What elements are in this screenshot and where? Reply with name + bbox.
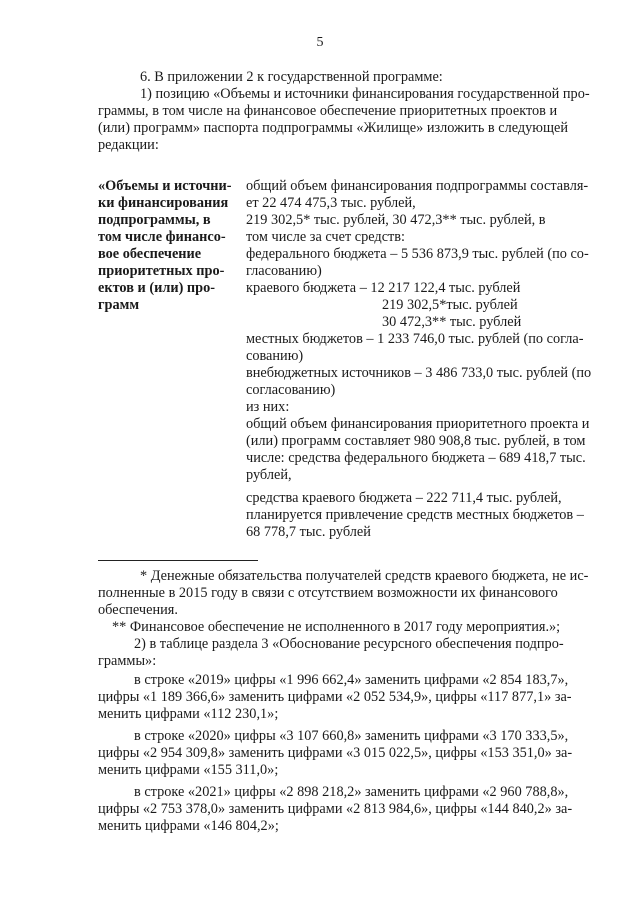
footnote-separator bbox=[98, 560, 258, 561]
section-line: менить цифрами «146 804,2»; bbox=[98, 818, 279, 834]
footnote-line: полненные в 2015 году в связи с отсутствием возможности их финансового bbox=[98, 585, 558, 601]
content-line: гласованию) bbox=[246, 263, 322, 279]
content-line: ет 22 474 475,3 тыс. рублей, bbox=[246, 195, 416, 211]
content-line: краевого бюджета – 12 217 122,4 тыс. рублей bbox=[246, 280, 521, 296]
intro-line: (или) программ» паспорта подпрограммы «Жилище» изложить в следующей bbox=[98, 120, 568, 136]
section-line: в строке «2019» цифры «1 996 662,4» заменить цифрами «2 854 183,7», bbox=[134, 672, 569, 688]
position-label-line: ектов и (или) про- bbox=[98, 280, 216, 296]
content-line: 68 778,7 тыс. рублей bbox=[246, 524, 371, 540]
section-line: в строке «2021» цифры «2 898 218,2» заменить цифрами «2 960 788,8», bbox=[134, 784, 569, 800]
section-line: цифры «1 189 366,6» заменить цифрами «2 052 534,9», цифры «117 877,1» за- bbox=[98, 689, 572, 705]
section-line: граммы»: bbox=[98, 653, 157, 669]
intro-line: редакции: bbox=[98, 137, 159, 153]
content-line: общий объем финансирования подпрограммы составля- bbox=[246, 178, 589, 194]
section-line: менить цифрами «155 311,0»; bbox=[98, 762, 279, 778]
page-number: 5 bbox=[316, 35, 324, 50]
footnote-line: обеспечения. bbox=[98, 602, 178, 618]
position-label-line: «Объемы и источни- bbox=[98, 178, 232, 194]
intro-line: 1) позицию «Объемы и источники финансирования государственной про- bbox=[140, 86, 590, 102]
position-label-line: вое обеспечение bbox=[98, 246, 202, 262]
position-label-line: грамм bbox=[98, 297, 140, 313]
content-line: 219 302,5*тыс. рублей bbox=[382, 297, 518, 313]
intro-line: граммы, в том числе на финансовое обеспечение приоритетных проектов и bbox=[98, 103, 558, 119]
intro-line: 6. В приложении 2 к государственной программе: bbox=[140, 69, 443, 85]
content-line: сованию) bbox=[246, 348, 304, 364]
content-line: (или) программ составляет 980 908,8 тыс. рублей, в том bbox=[246, 433, 586, 449]
position-label-line: подпрограммы, в bbox=[98, 212, 211, 228]
content-line: федерального бюджета – 5 536 873,9 тыс. рублей (по со- bbox=[246, 246, 589, 262]
section-line: цифры «2 753 378,0» заменить цифрами «2 813 984,6», цифры «144 840,2» за- bbox=[98, 801, 573, 817]
section-line: цифры «2 954 309,8» заменить цифрами «3 015 022,5», цифры «153 351,0» за- bbox=[98, 745, 573, 761]
content-line: из них: bbox=[246, 399, 290, 415]
content-line: 219 302,5* тыс. рублей, 30 472,3** тыс. рублей, в bbox=[246, 212, 546, 228]
section-line: 2) в таблице раздела 3 «Обоснование ресурсного обеспечения подпро- bbox=[134, 636, 564, 652]
position-label-line: ки финансирования bbox=[98, 195, 229, 211]
section-line: в строке «2020» цифры «3 107 660,8» заменить цифрами «3 170 333,5», bbox=[134, 728, 569, 744]
footnote-line: ** Финансовое обеспечение не исполненного в 2017 году мероприятия.»; bbox=[112, 619, 561, 635]
content-line: планируется привлечение средств местных бюджетов – bbox=[246, 507, 584, 523]
content-line: согласованию) bbox=[246, 382, 336, 398]
content-line: числе: средства федерального бюджета – 689 418,7 тыс. bbox=[246, 450, 586, 466]
content-line: том числе за счет средств: bbox=[246, 229, 406, 245]
footnote-line: * Денежные обязательства получателей средств краевого бюджета, не ис- bbox=[140, 568, 589, 584]
content-line: местных бюджетов – 1 233 746,0 тыс. рублей (по согла- bbox=[246, 331, 584, 347]
content-line: внебюджетных источников – 3 486 733,0 тыс. рублей (по bbox=[246, 365, 592, 381]
content-line: средства краевого бюджета – 222 711,4 тыс. рублей, bbox=[246, 490, 562, 506]
position-label-line: том числе финансо- bbox=[98, 229, 226, 245]
content-line: общий объем финансирования приоритетного проекта и bbox=[246, 416, 590, 432]
position-label-line: приоритетных про- bbox=[98, 263, 225, 279]
content-line: рублей, bbox=[246, 467, 292, 483]
content-line: 30 472,3** тыс. рублей bbox=[382, 314, 522, 330]
section-line: менить цифрами «112 230,1»; bbox=[98, 706, 279, 722]
